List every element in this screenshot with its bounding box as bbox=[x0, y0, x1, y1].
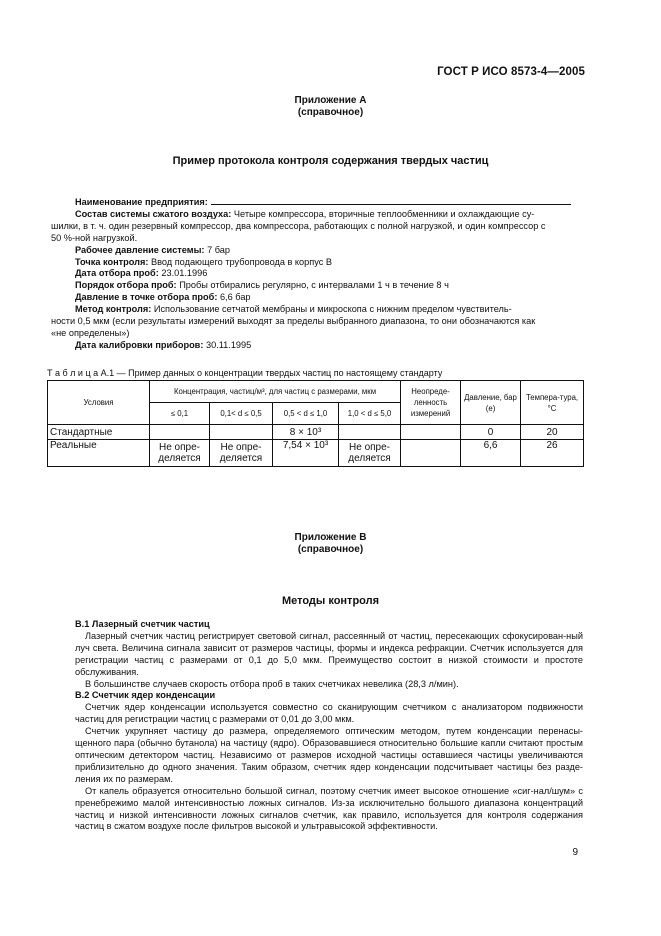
pressure-value: 7 бар bbox=[207, 244, 230, 255]
header-size-1: ≤ 0,1 bbox=[150, 403, 210, 425]
section-b2-paragraph-2: Счетчик укрупняет частицу до размера, определяемого оптическим методом, путем конденсации перенасы-щенного пара (обычно бутанола) на частицу (ядро). Образовавшиеся относительно большие капли считают простым оптическим детектором частиц. Независимо от размеров исходной частицы оставшиеся частицы увеличиваются приблизительно до одного значения. Таким образом, счетчик ядер конденсации подсчитывает частицы без разде-ления их по размерам. bbox=[75, 726, 583, 784]
row-c1: Не опре-деляется bbox=[150, 440, 210, 467]
row-undetermined bbox=[401, 425, 461, 440]
section-b2-title: В.2 Счетчик ядер конденсации bbox=[75, 690, 216, 701]
sample-pressure-value: 6,6 бар bbox=[219, 292, 251, 303]
concentration-table bbox=[47, 380, 584, 467]
sample-pressure-label: Давление в точке отбора проб: bbox=[75, 292, 218, 303]
sampling-date-value: 23.01.1996 bbox=[161, 268, 208, 279]
table-caption: Т а б л и ц а А.1 — Пример данных о концентрации твердых частиц по настоящему стандарту bbox=[47, 368, 443, 378]
row-c4 bbox=[339, 425, 401, 440]
protocol-fields bbox=[51, 196, 583, 352]
table-row bbox=[48, 440, 584, 467]
section-b2-paragraph-1: Счетчик ядер конденсации используется совместно со сканирующим счетчиком с анализатором подвижности частиц для регистрации частиц с размерами от 0,01 до 3,00 мкм. bbox=[75, 702, 583, 725]
section-b2-paragraph-3: От капель образуется относительно большой сигнал, поэтому счетчик имеет высокое отношение «сиг-нал/шум» с пренебрежимо малой интенсивностью ложных сигналов. Из-за исключительно большого диапазона концентраций частиц и низкой интенсивности ложных сигналов счетчик, как правило, используется для контроля содержания частиц в сжатом воздухе после фильтров высокой и ультравысокой эффективности. bbox=[75, 785, 583, 832]
row-temperature: 20 bbox=[521, 425, 584, 440]
control-point-value: Ввод подающего трубопровода в корпус В bbox=[150, 256, 333, 267]
appendix-a-heading: Пример протокола контроля содержания твердых частиц bbox=[172, 155, 489, 167]
header-size-4: 1,0 < d ≤ 5,0 bbox=[339, 403, 401, 425]
appendix-b-note: (справочное) bbox=[297, 544, 364, 555]
company-blank-line bbox=[211, 196, 571, 205]
row-c3: 7,54 × 10³ bbox=[273, 440, 339, 467]
method-text-2: ности 0,5 мкм (если результаты измерений выходят за пределы выбранного диапазона, то они обозначаются как bbox=[51, 316, 536, 327]
header-temperature: Темпера-тура, °С bbox=[521, 381, 584, 425]
section-b1-paragraph-2: В большинстве случаев скорость отбора проб в таких счетчиках невелика (28,3 л/мин). bbox=[85, 678, 459, 689]
row-condition: Стандартные bbox=[48, 425, 150, 440]
section-b1-paragraph-1: Лазерный счетчик частиц регистрирует световой сигнал, рассеянный от частиц, пересекающих сфокусирован-ный луч света. Величина сигнала зависит от размеров частицы, формы и индекса рефракции. Счетчик используется для регистрации частиц с размерами от 0,1 до 5,0 мкм. Преимущество состоит в низкой стоимости и простоте обслуживания. bbox=[75, 630, 583, 677]
header-size-2: 0,1< d ≤ 0,5 bbox=[210, 403, 273, 425]
page-number: 9 bbox=[572, 847, 578, 858]
row-temperature: 26 bbox=[521, 440, 584, 467]
appendix-a-note: (справочное) bbox=[297, 107, 364, 118]
row-c1 bbox=[150, 425, 210, 440]
row-undetermined bbox=[401, 440, 461, 467]
table-row bbox=[48, 425, 584, 440]
standard-designation: ГОСТ Р ИСО 8573-4—2005 bbox=[437, 66, 585, 78]
row-pressure: 6,6 bbox=[461, 440, 521, 467]
appendix-a-title: Приложение А bbox=[294, 95, 367, 106]
sampling-date-label: Дата отбора проб: bbox=[75, 268, 159, 279]
sampling-order-label: Порядок отбора проб: bbox=[75, 280, 177, 291]
calibration-value: 30.11.1995 bbox=[205, 339, 252, 350]
header-conditions: Условия bbox=[48, 381, 150, 425]
method-label: Метод контроля: bbox=[75, 304, 152, 315]
system-text-3: 50 %-ной нагрузкой. bbox=[51, 232, 138, 243]
company-label: Наименование предприятия: bbox=[75, 197, 208, 207]
header-undetermined: Неопреде-ленность измерений bbox=[401, 381, 461, 425]
calibration-label: Дата калибровки приборов: bbox=[75, 339, 204, 350]
system-text-1: Четыре компрессора, вторичные теплообменники и охлаждающие су- bbox=[233, 208, 535, 219]
system-text-2: шилки, в т. ч. один резервный компрессор, два компрессора, работающих с полной нагрузкой, и один компрессор с bbox=[51, 220, 546, 231]
method-text-1: Использование сетчатой мембраны и микроскопа с нижним пределом чувствитель- bbox=[153, 304, 512, 315]
row-c4: Не опре-деляется bbox=[339, 440, 401, 467]
row-condition: Реальные bbox=[48, 440, 150, 467]
system-label: Состав системы сжатого воздуха: bbox=[75, 208, 232, 219]
appendix-b-title: Приложение В bbox=[294, 532, 367, 543]
header-concentration: Концентрация, частиц/м³, для частиц с размерами, мкм bbox=[150, 381, 401, 403]
row-c2 bbox=[210, 425, 273, 440]
row-c3: 8 × 10³ bbox=[273, 425, 339, 440]
appendix-b-heading: Методы контроля bbox=[281, 595, 380, 607]
appendix-b-body bbox=[75, 619, 583, 833]
control-point-label: Точка контроля: bbox=[75, 256, 149, 267]
sampling-order-value: Пробы отбирались регулярно, с интервалами 1 ч в течение 8 ч bbox=[179, 280, 449, 291]
pressure-label: Рабочее давление системы: bbox=[75, 244, 205, 255]
header-pressure: Давление, бар (е) bbox=[461, 381, 521, 425]
header-size-3: 0,5 < d ≤ 1,0 bbox=[273, 403, 339, 425]
section-b1-title: В.1 Лазерный счетчик частиц bbox=[75, 619, 210, 629]
row-c2: Не опре-деляется bbox=[210, 440, 273, 467]
method-text-3: «не определены») bbox=[51, 327, 130, 338]
row-pressure: 0 bbox=[461, 425, 521, 440]
